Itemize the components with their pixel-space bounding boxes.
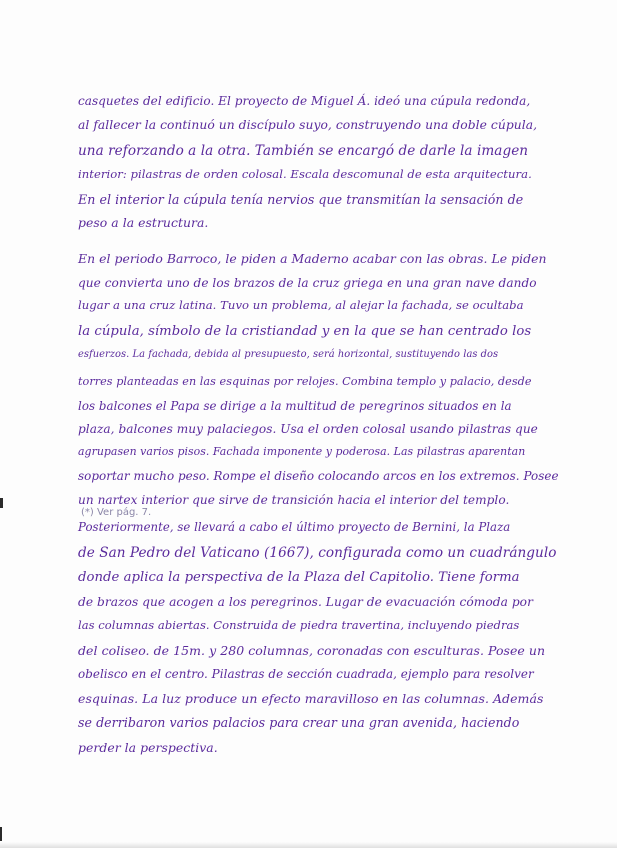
text-line: Posteriormente, se llevará a cabo el último proyecto de Bernini, la Plaza: [78, 520, 511, 534]
text-line: casquetes del edificio. El proyecto de Miguel Á. ideó una cúpula redonda,: [78, 94, 531, 108]
margin-note: (*) Ver pág. 7.: [81, 507, 152, 518]
text-line: esfuerzos. La fachada, debida al presupuesto, será horizontal, sustituyendo las dos: [78, 349, 499, 360]
text-line: perder la perspectiva.: [78, 740, 218, 755]
text-line: torres planteadas en las esquinas por relojes. Combina templo y palacio, desde: [78, 375, 532, 388]
text-line: En el periodo Barroco, le piden a Maderno acabar con las obras. Le piden: [78, 251, 547, 266]
text-line: la cúpula, símbolo de la cristiandad y en la que se han centrado los: [78, 324, 532, 339]
text-line: soportar mucho peso. Rompe el diseño colocando arcos en los extremos. Posee: [78, 469, 559, 483]
text-line: los balcones el Papa se dirige a la multitud de peregrinos situados en la: [78, 399, 512, 413]
text-line: agrupasen varios pisos. Fachada imponente y poderosa. Las pilastras aparentan: [78, 445, 526, 458]
text-line: del coliseo. de 15m. y 280 columnas, coronadas con esculturas. Posee un: [78, 643, 546, 658]
text-line: de San Pedro del Vaticano (1667), configurada como un cuadrángulo: [78, 545, 557, 561]
text-line: interior: pilastras de orden colosal. Escala descomunal de esta arquitectura.: [78, 167, 532, 181]
text-line: se derribaron varios palacios para crear una gran avenida, haciendo: [78, 715, 520, 730]
text-line: un nartex interior que sirve de transición hacia el interior del templo.: [78, 493, 510, 507]
scan-bottom-shadow: [0, 842, 617, 848]
text-line: al fallecer la continuó un discípulo suyo, construyendo una doble cúpula,: [78, 118, 538, 132]
scan-edge-mark: [0, 827, 2, 841]
text-line: una reforzando a la otra. También se encargó de darle la imagen: [78, 143, 529, 159]
text-line: esquinas. La luz produce un efecto maravilloso en las columnas. Además: [78, 691, 544, 706]
text-line: que convierta uno de los brazos de la cruz griega en una gran nave dando: [78, 276, 537, 290]
text-line: plaza, balcones muy palaciegos. Usa el orden colosal usando pilastras que: [78, 422, 538, 436]
text-line: de brazos que acogen a los peregrinos. Lugar de evacuación cómoda por: [78, 595, 533, 609]
text-line: lugar a una cruz latina. Tuvo un problema, al alejar la fachada, se ocultaba: [78, 298, 524, 312]
text-line: obelisco en el centro. Pilastras de sección cuadrada, ejemplo para resolver: [78, 667, 534, 681]
scan-edge-mark: [0, 498, 3, 508]
text-line: peso a la estructura.: [78, 215, 209, 230]
text-line: las columnas abiertas. Construida de piedra travertina, incluyendo piedras: [78, 618, 520, 632]
text-line: donde aplica la perspectiva de la Plaza del Capitolio. Tiene forma: [78, 570, 520, 585]
text-line: En el interior la cúpula tenía nervios que transmitían la sensación de: [78, 192, 524, 207]
